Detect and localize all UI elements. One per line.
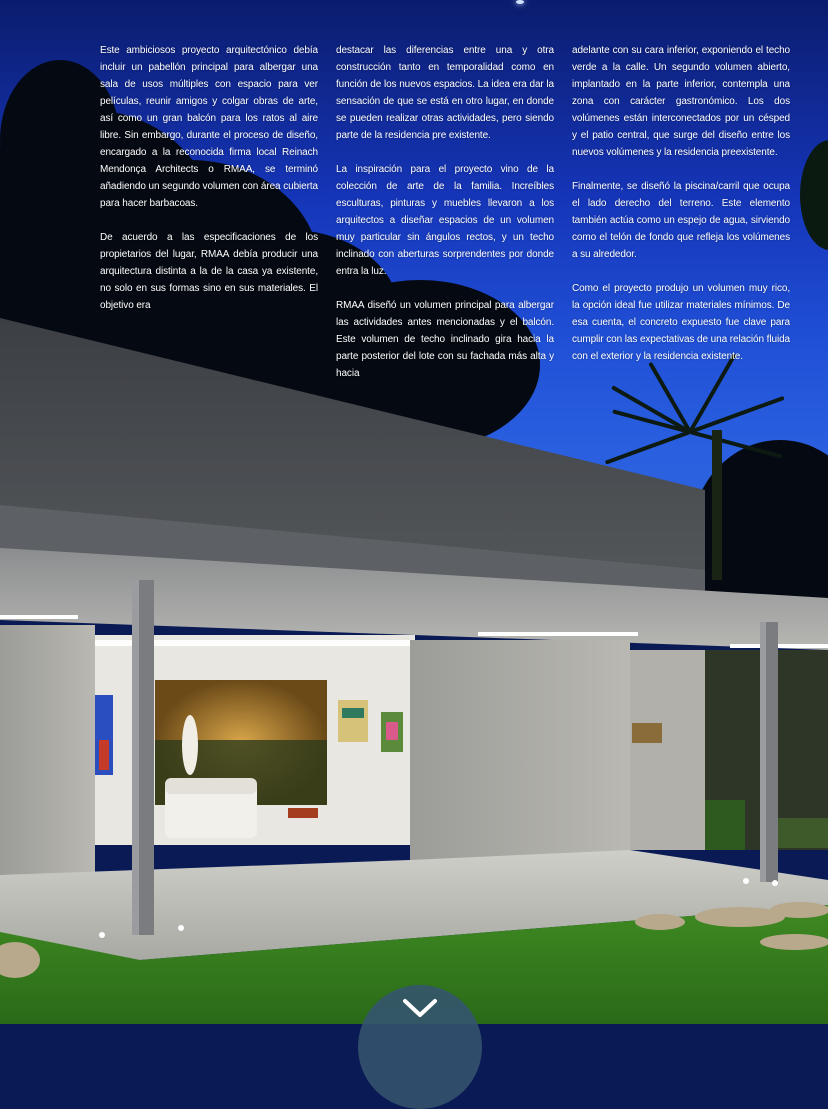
text-column: [336, 42, 554, 399]
paragraph: destacar las diferencias entre una y otra construcción tanto en temporalidad como en función de los nuevos espacios. La idea era dar la sensación de que se está en otro lugar, en donde se pueden realizar otras actividades, pero siendo parte de la residencia pre existente.: [336, 45, 554, 141]
concrete-wall: [630, 650, 705, 850]
sculpture: [182, 715, 198, 775]
paragraph: adelante con su cara inferior, exponiendo el techo verde a la calle. Un segundo volumen abierto, implantado en la parte inferior, contempla una zona con carácter gastronómico. Los dos volúmenes están interconectados por un césped y el patio central, que surge del diseño entre los nuevos volúmenes y la residencia preexistente.: [572, 45, 790, 158]
paragraph: Finalmente, se diseñó la piscina/carril que ocupa el lado derecho del terreno. Este elemento también actúa como un espejo de agua, sirviendo como el telón de fondo que refleja los volúmenes a su alrededor.: [572, 181, 790, 260]
painting: [338, 700, 368, 742]
paragraph: De acuerdo a las especificaciones de los propietarios del lugar, RMAA debía producir una arquitectura distinta a la de la casa ya existente, no solo en sus formas sino en sus materiales. El objetivo era: [100, 232, 318, 311]
paragraph: Este ambiciosos proyecto arquitectónico debía incluir un pabellón principal para albergar una sala de usos múltiples con espacio para ver películas, reunir amigos y colgar obras de arte, así como un gran balcón para los ratos al aire libre. Sin embargo, durante el proceso de diseño, encargado a la reconocida firma local Reinach Mendonça Architects o RMAA, se terminó añadiendo un segundo volumen con área cubierta para hacer barbacoas.: [100, 45, 318, 209]
painting: [632, 723, 662, 743]
concrete-volume: [410, 640, 630, 860]
paragraph: Como el proyecto produjo un volumen muy rico, la opción ideal fue utilizar materiales mínimos. De esa cuenta, el concreto expuesto fue clave para cumplir con las expectativas de una relación fluida con el exterior y la residencia existente.: [572, 283, 790, 362]
scroll-down-button[interactable]: [358, 985, 482, 1109]
text-column: [100, 42, 318, 399]
text-column: [572, 42, 790, 399]
paragraph: RMAA diseñó un volumen principal para albergar las actividades antes mencionadas y el balcón. Este volumen de techo inclinado gira hacia la parte posterior del lote con su fachada más alta y hacia: [336, 300, 554, 379]
chevron-down-icon: [402, 995, 438, 1019]
paragraph: La inspiración para el proyecto vino de la colección de arte de la familia. Increíbles esculturas, pinturas y muebles llevaron a los arquitectos a diseñar espacios de un volumen muy particular sin ángulos rectos, y un techo inclinado con aberturas sorprendentes por donde entra la luz.: [336, 164, 554, 277]
concrete-wall: [0, 625, 95, 875]
coffee-table: [288, 808, 318, 818]
article-text: [100, 42, 792, 399]
